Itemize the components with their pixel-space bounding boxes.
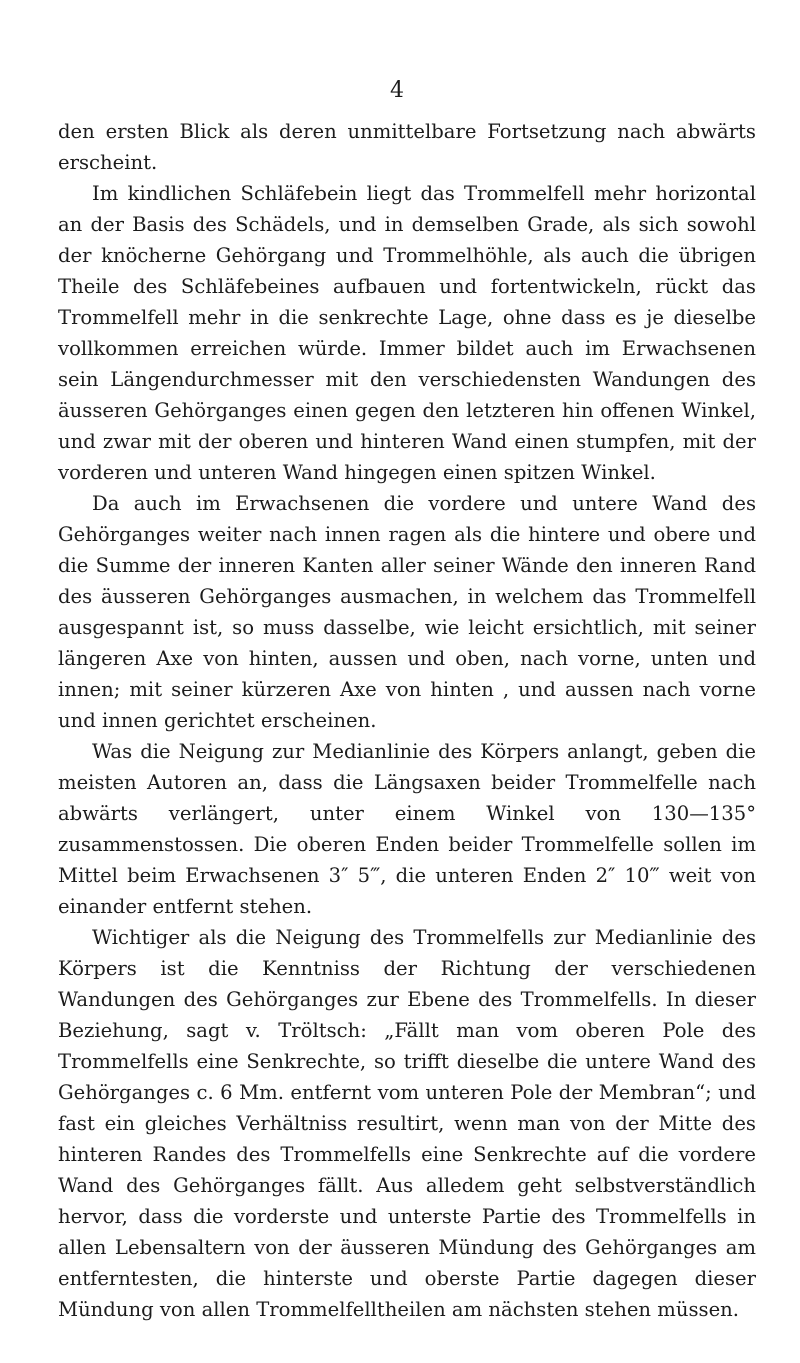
paragraph-neigung-medianlinie: Was die Neigung zur Medianlinie des Körpers anlangt, geben die meisten Autoren an, dass die Längsaxen beider Trommelfelle nach abwärts verlängert, unter einem Winkel von 130—135° zusammenstossen. Die oberen Enden beider Trommelfelle sollen im Mittel beim Erwachsenen 3″ 5‴, die unteren Enden 2″ 10‴ weit von einander entfernt stehen. bbox=[58, 740, 756, 918]
paragraph-trommelfell-lage: Im kindlichen Schläfebein liegt das Trommelfell mehr horizontal an der Basis des Schädels, und in demselben Grade, als sich sowohl der knöcherne Gehörgang und Trommelhöhle, als auch die übrigen Theile des Schläfebeines aufbauen und fortentwickeln, rückt das Trommelfell mehr in die senkrechte Lage, ohne dass es je dieselbe vollkommen erreichen würde. Immer bildet auch im Erwachsenen sein Längendurchmesser mit den verschiedensten Wandungen des äusseren Gehörganges einen gegen den letzteren hin offenen Winkel, und zwar mit der oberen und hinteren Wand einen stumpfen, mit der vorderen und unteren Wand hingegen einen spitzen Winkel. bbox=[58, 182, 756, 484]
paragraph-richtung-wandungen: Wichtiger als die Neigung des Trommelfells zur Medianlinie des Körpers ist die Kenntniss der Richtung der verschiedenen Wandungen des Gehörganges zur Ebene des Trommelfells. In dieser Beziehung, sagt v. Tröltsch: „Fällt man vom oberen Pole des Trommelfells eine Senkrechte, so trifft dieselbe die untere Wand des Gehörganges c. 6 Mm. entfernt vom unteren Pole der Membran“; und fast ein gleiches Verhältniss resultirt, wenn man von der Mitte des hinteren Randes des Trommelfells eine Senkrechte auf die vordere Wand des Gehörganges fällt. Aus alledem geht selbstverständlich hervor, dass die vorderste und unterste Partie des Trommelfells in allen Lebensaltern von der äusseren Mündung des Gehörganges am entferntesten, die hinterste und oberste Partie dagegen dieser Mündung von allen Trommelfelltheilen am nächsten stehen müssen. bbox=[58, 926, 756, 1321]
paragraph-continuation: den ersten Blick als deren unmittelbare Fortsetzung nach abwärts erscheint. bbox=[58, 120, 756, 174]
page-number: 4 bbox=[390, 78, 405, 103]
body-text bbox=[58, 116, 756, 1325]
paragraph-gehoergang-waende: Da auch im Erwachsenen die vordere und untere Wand des Gehörganges weiter nach innen ragen als die hintere und obere und die Summe der inneren Kanten aller seiner Wände den inneren Rand des äusseren Gehörganges ausmachen, in welchem das Trommelfell ausgespannt ist, so muss dasselbe, wie leicht ersichtlich, mit seiner längeren Axe von hinten, aussen und oben, nach vorne, unten und innen; mit seiner kürzeren Axe von hinten , und aussen nach vorne und innen gerichtet erscheinen. bbox=[58, 492, 756, 732]
